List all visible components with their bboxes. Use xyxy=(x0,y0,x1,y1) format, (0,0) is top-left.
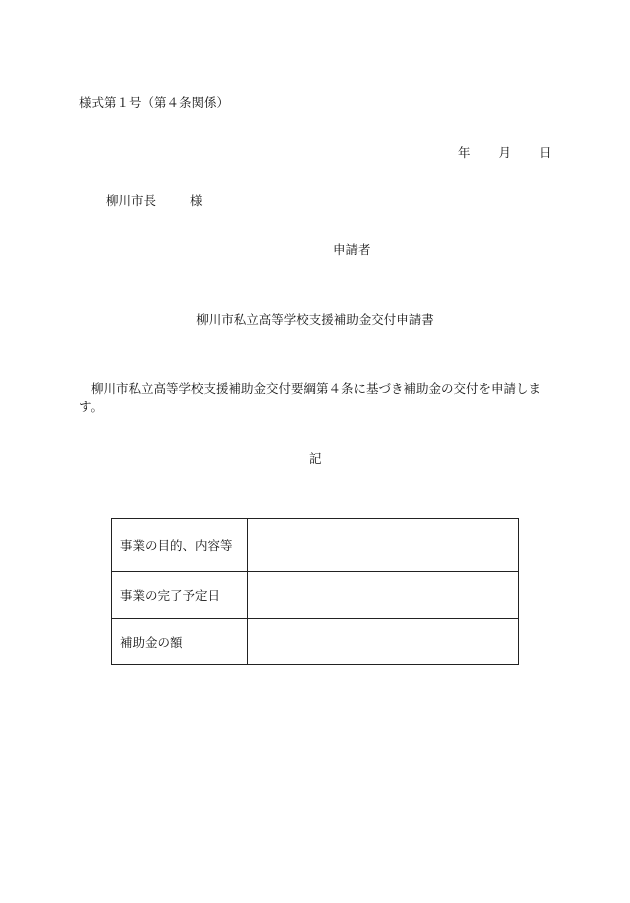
row-value-completion-date[interactable] xyxy=(248,572,519,619)
applicant-label: 申請者 xyxy=(333,242,371,257)
addressee xyxy=(106,193,203,209)
ki-heading: 記 xyxy=(309,451,322,466)
table-row xyxy=(112,619,519,665)
year-label: 年 xyxy=(458,145,471,160)
row-value-amount[interactable] xyxy=(248,619,519,665)
date-line xyxy=(458,145,552,161)
row-value-purpose[interactable] xyxy=(248,519,519,572)
document-title: 柳川市私立高等学校支援補助金交付申請書 xyxy=(196,312,434,327)
row-label-amount: 補助金の額 xyxy=(112,619,248,665)
row-label-purpose: 事業の目的、内容等 xyxy=(112,519,248,572)
addressee-name: 柳川市長 xyxy=(106,193,157,208)
table-row xyxy=(112,572,519,619)
addressee-honorific: 様 xyxy=(190,193,203,208)
month-label: 月 xyxy=(498,145,512,160)
day-label: 日 xyxy=(539,145,552,160)
table-row xyxy=(112,519,519,572)
details-table xyxy=(111,518,519,665)
form-number: 様式第１号（第４条関係） xyxy=(79,95,230,110)
row-label-completion-date: 事業の完了予定日 xyxy=(112,572,248,619)
body-text: 柳川市私立高等学校支援補助金交付要綱第４条に基づき補助金の交付を申請します。 xyxy=(79,381,542,414)
